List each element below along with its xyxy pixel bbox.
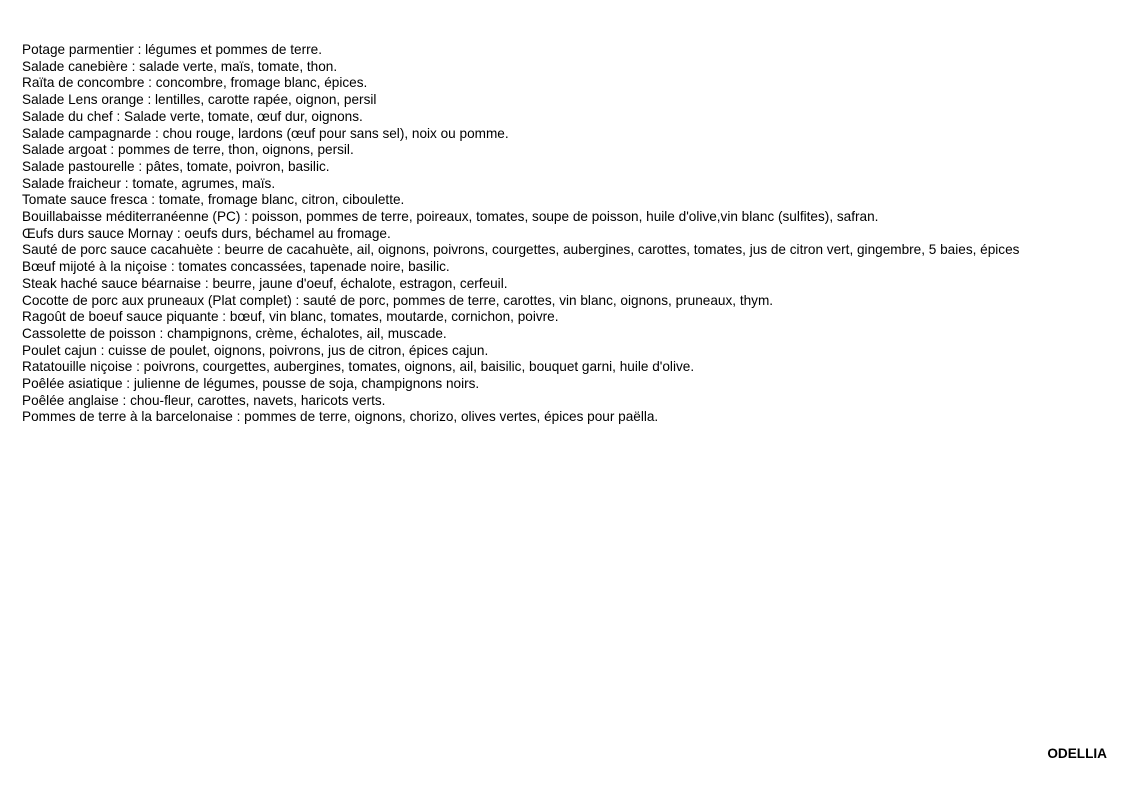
menu-item: Salade fraicheur : tomate, agrumes, maïs. bbox=[22, 175, 276, 191]
menu-item: Tomate sauce fresca : tomate, fromage blanc, citron, ciboulette. bbox=[22, 192, 405, 208]
menu-item: Poêlée anglaise : chou-fleur, carottes, navets, haricots verts. bbox=[22, 392, 386, 408]
menu-list bbox=[22, 42, 1102, 426]
menu-item: Ragoût de boeuf sauce piquante : bœuf, vin blanc, tomates, moutarde, cornichon, poivre. bbox=[22, 309, 559, 325]
menu-item: Œufs durs sauce Mornay : oeufs durs, béchamel au fromage. bbox=[22, 225, 391, 241]
menu-item: Pommes de terre à la barcelonaise : pommes de terre, oignons, chorizo, olives vertes, épices pour paëlla. bbox=[22, 409, 659, 425]
menu-item: Cocotte de porc aux pruneaux (Plat complet) : sauté de porc, pommes de terre, carottes, vin blanc, oignons, pruneaux, thym. bbox=[22, 292, 774, 308]
menu-item: Bouillabaisse méditerranéenne (PC) : poisson, pommes de terre, poireaux, tomates, soupe de poisson, huile d'olive,vin blanc (sulfites), safran. bbox=[22, 209, 879, 225]
menu-item: Salade du chef : Salade verte, tomate, œuf dur, oignons. bbox=[22, 108, 363, 124]
menu-item: Salade pastourelle : pâtes, tomate, poivron, basilic. bbox=[22, 158, 330, 174]
menu-item: Salade canebière : salade verte, maïs, tomate, thon. bbox=[22, 58, 338, 74]
menu-item: Poêlée asiatique : julienne de légumes, pousse de soja, champignons noirs. bbox=[22, 376, 480, 392]
menu-item: Poulet cajun : cuisse de poulet, oignons, poivrons, jus de citron, épices cajun. bbox=[22, 342, 489, 358]
menu-item: Ratatouille niçoise : poivrons, courgettes, aubergines, tomates, oignons, ail, baisilic, bouquet garni, huile d'olive. bbox=[22, 359, 695, 375]
menu-item: Bœuf mijoté à la niçoise : tomates concassées, tapenade noire, basilic. bbox=[22, 259, 450, 275]
menu-item: Salade argoat : pommes de terre, thon, oignons, persil. bbox=[22, 142, 354, 158]
menu-item: Potage parmentier : légumes et pommes de terre. bbox=[22, 42, 322, 57]
menu-item: Salade Lens orange : lentilles, carotte rapée, oignon, persil bbox=[22, 92, 377, 108]
footer-brand: ODELLIA bbox=[1047, 746, 1107, 761]
menu-item: Sauté de porc sauce cacahuète : beurre de cacahuète, ail, oignons, poivrons, courgettes, aubergines, carottes, tomates, jus de citron vert, gingembre, 5 baies, épices bbox=[22, 242, 1020, 258]
menu-item: Steak haché sauce béarnaise : beurre, jaune d'oeuf, échalote, estragon, cerfeuil. bbox=[22, 275, 508, 291]
menu-item: Salade campagnarde : chou rouge, lardons (œuf pour sans sel), noix ou pomme. bbox=[22, 125, 509, 141]
menu-item: Raïta de concombre : concombre, fromage blanc, épices. bbox=[22, 75, 368, 91]
menu-item: Cassolette de poisson : champignons, crème, échalotes, ail, muscade. bbox=[22, 325, 447, 341]
